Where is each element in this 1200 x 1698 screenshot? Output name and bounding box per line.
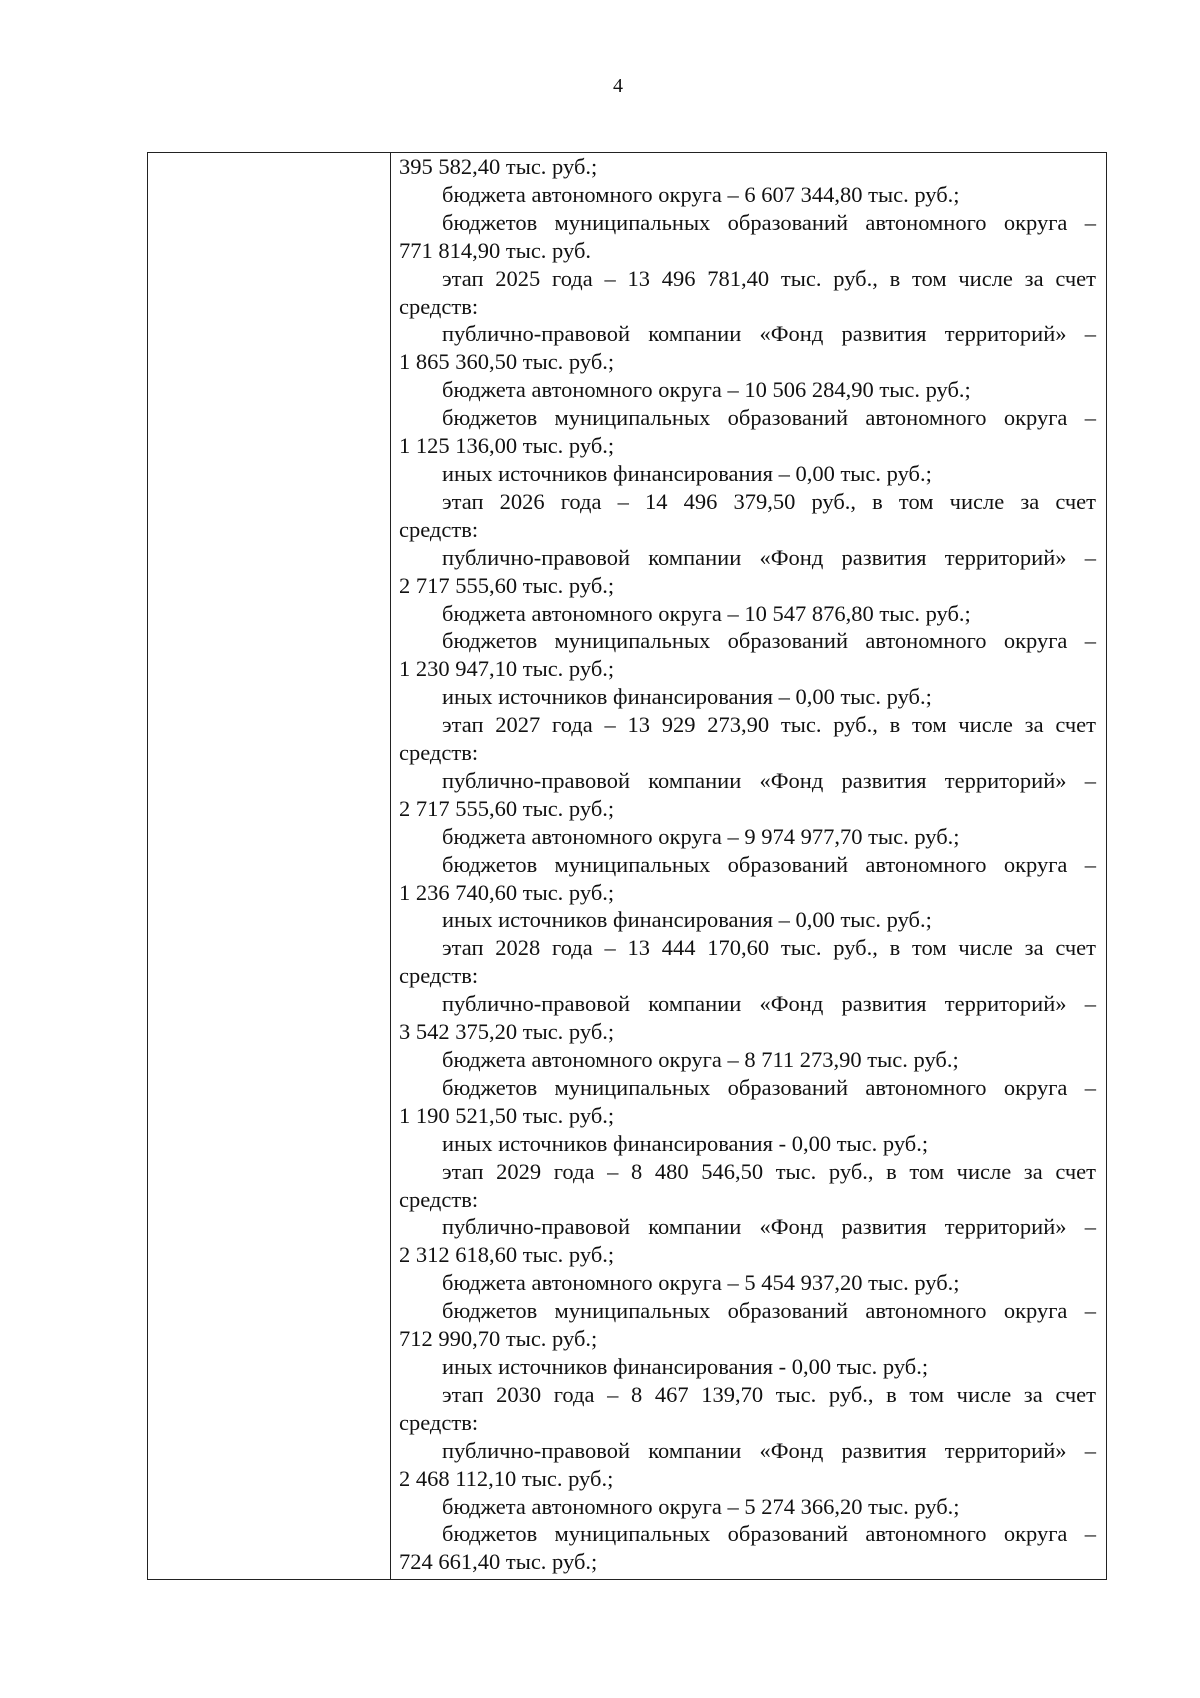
text-line: средств:: [399, 1409, 479, 1435]
text-line: публично-правовой компании «Фонд развития территорий» –: [442, 991, 1096, 1017]
text-line: публично-правовой компании «Фонд развития территорий» –: [442, 1214, 1096, 1240]
text-line: публично-правовой компании «Фонд развития территорий» –: [442, 544, 1096, 570]
text-line: этап 2029 года – 8 480 546,50 тыс. руб., в том числе за счет: [442, 1158, 1096, 1184]
text-line: средств:: [399, 740, 479, 766]
text-line: этап 2030 года – 8 467 139,70 тыс. руб., в том числе за счет: [442, 1381, 1096, 1407]
text-line: 712 990,70 тыс. руб.;: [399, 1326, 598, 1352]
text-line: этап 2026 года – 14 496 379,50 руб., в том числе за счет: [442, 488, 1096, 514]
text-line: этап 2025 года – 13 496 781,40 тыс. руб., в том числе за счет: [442, 265, 1096, 291]
text-line: бюджетов муниципальных образований автономного округа –: [442, 405, 1096, 431]
text-line: средств:: [399, 1186, 479, 1212]
text-line: бюджета автономного округа – 5 454 937,20 тыс. руб.;: [442, 1270, 960, 1296]
text-line: этап 2027 года – 13 929 273,90 тыс. руб., в том числе за счет: [442, 712, 1096, 738]
text-line: 771 814,90 тыс. руб.: [399, 237, 592, 263]
text-line: бюджетов муниципальных образований автономного округа –: [442, 628, 1096, 654]
text-line: бюджета автономного округа – 10 506 284,90 тыс. руб.;: [442, 377, 971, 403]
text-line: бюджета автономного округа – 5 274 366,20 тыс. руб.;: [442, 1493, 960, 1519]
text-line: бюджета автономного округа – 6 607 344,80 тыс. руб.;: [442, 181, 960, 207]
text-line: 724 661,40 тыс. руб.;: [399, 1549, 598, 1575]
text-line: этап 2028 года – 13 444 170,60 тыс. руб., в том числе за счет: [442, 935, 1096, 961]
text-line: бюджета автономного округа – 9 974 977,70 тыс. руб.;: [442, 823, 960, 849]
text-line: бюджета автономного округа – 8 711 273,90 тыс. руб.;: [442, 1047, 959, 1072]
financing-table: [147, 152, 1107, 1580]
text-line: средств:: [399, 293, 479, 319]
text-line: бюджетов муниципальных образований автономного округа –: [442, 1521, 1096, 1547]
text-line: 1 125 136,00 тыс. руб.;: [399, 433, 615, 459]
text-line: бюджетов муниципальных образований автономного округа –: [442, 209, 1096, 235]
text-line: публично-правовой компании «Фонд развития территорий» –: [442, 321, 1096, 347]
text-line: иных источников финансирования – 0,00 тыс. руб.;: [442, 684, 932, 710]
page-number: 4: [613, 75, 623, 97]
text-line: 2 312 618,60 тыс. руб.;: [399, 1242, 615, 1268]
text-line: бюджетов муниципальных образований автономного округа –: [442, 1074, 1096, 1100]
text-line: 1 865 360,50 тыс. руб.;: [399, 349, 615, 375]
text-line: 1 190 521,50 тыс. руб.;: [399, 1102, 615, 1128]
table-left-cell: [148, 153, 391, 1579]
text-line: публично-правовой компании «Фонд развития территорий» –: [442, 1437, 1096, 1463]
text-line: бюджетов муниципальных образований автономного округа –: [442, 1298, 1096, 1324]
text-line: иных источников финансирования – 0,00 тыс. руб.;: [442, 907, 932, 933]
text-line: 2 717 555,60 тыс. руб.;: [399, 795, 615, 821]
text-line: 3 542 375,20 тыс. руб.;: [399, 1019, 615, 1045]
text-line: иных источников финансирования – 0,00 тыс. руб.;: [442, 460, 932, 486]
text-line: 2 468 112,10 тыс. руб.;: [399, 1465, 614, 1491]
text-line: 1 236 740,60 тыс. руб.;: [399, 879, 615, 905]
text-line: бюджета автономного округа – 10 547 876,80 тыс. руб.;: [442, 600, 971, 626]
table-right-cell: [391, 153, 1106, 1579]
text-line: иных источников финансирования - 0,00 тыс. руб.;: [442, 1353, 929, 1379]
text-line: бюджетов муниципальных образований автономного округа –: [442, 851, 1096, 877]
text-line: 2 717 555,60 тыс. руб.;: [399, 572, 615, 598]
text-line: средств:: [399, 516, 479, 542]
text-line: иных источников финансирования - 0,00 тыс. руб.;: [442, 1130, 929, 1156]
text-line: 395 582,40 тыс. руб.;: [399, 154, 598, 179]
text-line: публично-правовой компании «Фонд развития территорий» –: [442, 767, 1096, 793]
text-line: средств:: [399, 963, 479, 989]
text-line: 1 230 947,10 тыс. руб.;: [399, 656, 615, 682]
